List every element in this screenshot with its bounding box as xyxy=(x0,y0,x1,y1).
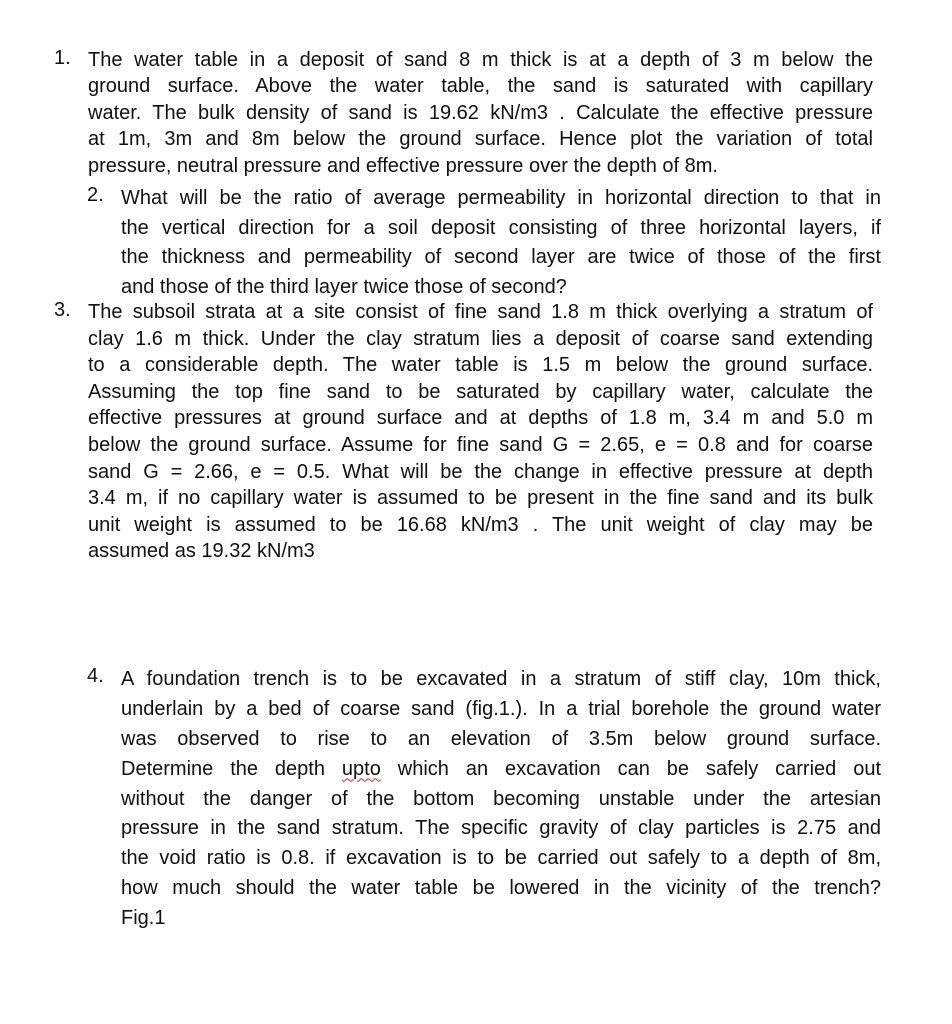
text-line: A foundation trench is to be excavated in a stratum of stiff clay, 10m thick, xyxy=(121,668,881,690)
text-line: pressure, neutral pressure and effective pressure over the depth of 8m. xyxy=(88,154,718,177)
text-line: clay 1.6 m thick. Under the clay stratum lies a deposit of coarse sand extending xyxy=(88,327,873,350)
misspelled-word: upto xyxy=(341,757,381,780)
text-line: the thickness and permeability of second layer are twice of those of the first xyxy=(121,246,881,269)
text-line: at 1m, 3m and 8m below the ground surface. Hence plot the variation of total xyxy=(88,128,873,151)
question-text xyxy=(121,184,881,303)
question-text xyxy=(88,299,873,565)
text-segment: Determine the depth xyxy=(121,757,342,780)
text-line: The subsoil strata at a site consist of fine sand 1.8 m thick overlying a stratum of xyxy=(88,301,873,323)
text-line: underlain by a bed of coarse sand (fig.1.). In a trial borehole the ground water xyxy=(121,697,881,720)
question-text xyxy=(121,665,881,934)
text-line: pressure in the sand stratum. The specific gravity of clay particles is 2.75 and xyxy=(121,817,881,840)
text-line: the vertical direction for a soil deposit consisting of three horizontal layers, if xyxy=(121,216,881,239)
text-line xyxy=(121,755,881,785)
text-line: was observed to rise to an elevation of 3.5m below ground surface. xyxy=(121,727,881,750)
question-number: 1. xyxy=(54,47,71,69)
text-line: Assuming the top fine sand to be saturated by capillary water, calculate the xyxy=(88,380,873,403)
question-number: 2. xyxy=(87,184,104,206)
text-segment: which an excavation can be safely carried out xyxy=(380,757,882,780)
text-line: how much should the water table be lowered in the vicinity of the trench? xyxy=(121,877,881,900)
text-line: and those of the third layer twice those of second? xyxy=(121,276,567,299)
text-line: 3.4 m, if no capillary water is assumed to be present in the fine sand and its bulk xyxy=(88,487,873,510)
text-line: the void ratio is 0.8. if excavation is to be carried out safely to a depth of 8m, xyxy=(121,847,881,870)
figure-reference: Fig.1 xyxy=(121,907,166,930)
text-line: without the danger of the bottom becoming unstable under the artesian xyxy=(121,787,881,810)
text-line: below the ground surface. Assume for fine sand G = 2.65, e = 0.8 and for coarse xyxy=(88,433,873,456)
text-line: unit weight is assumed to be 16.68 kN/m3 . The unit weight of clay may be xyxy=(88,513,873,536)
text-line: The water table in a deposit of sand 8 m thick is at a depth of 3 m below the xyxy=(88,49,873,71)
question-text xyxy=(88,47,873,179)
text-line: effective pressures at ground surface and at depths of 1.8 m, 3.4 m and 5.0 m xyxy=(88,407,873,430)
text-line: to a considerable depth. The water table is 1.5 m below the ground surface. xyxy=(88,354,873,377)
text-line: What will be the ratio of average permeability in horizontal direction to that in xyxy=(121,187,881,209)
text-line: sand G = 2.66, e = 0.5. What will be the change in effective pressure at depth xyxy=(88,460,873,483)
text-line: ground surface. Above the water table, the sand is saturated with capillary xyxy=(88,75,873,98)
question-number: 4. xyxy=(87,665,104,687)
text-line: water. The bulk density of sand is 19.62 kN/m3 . Calculate the effective pressure xyxy=(88,101,873,124)
text-line: assumed as 19.32 kN/m3 xyxy=(88,540,315,563)
question-number: 3. xyxy=(54,299,71,321)
